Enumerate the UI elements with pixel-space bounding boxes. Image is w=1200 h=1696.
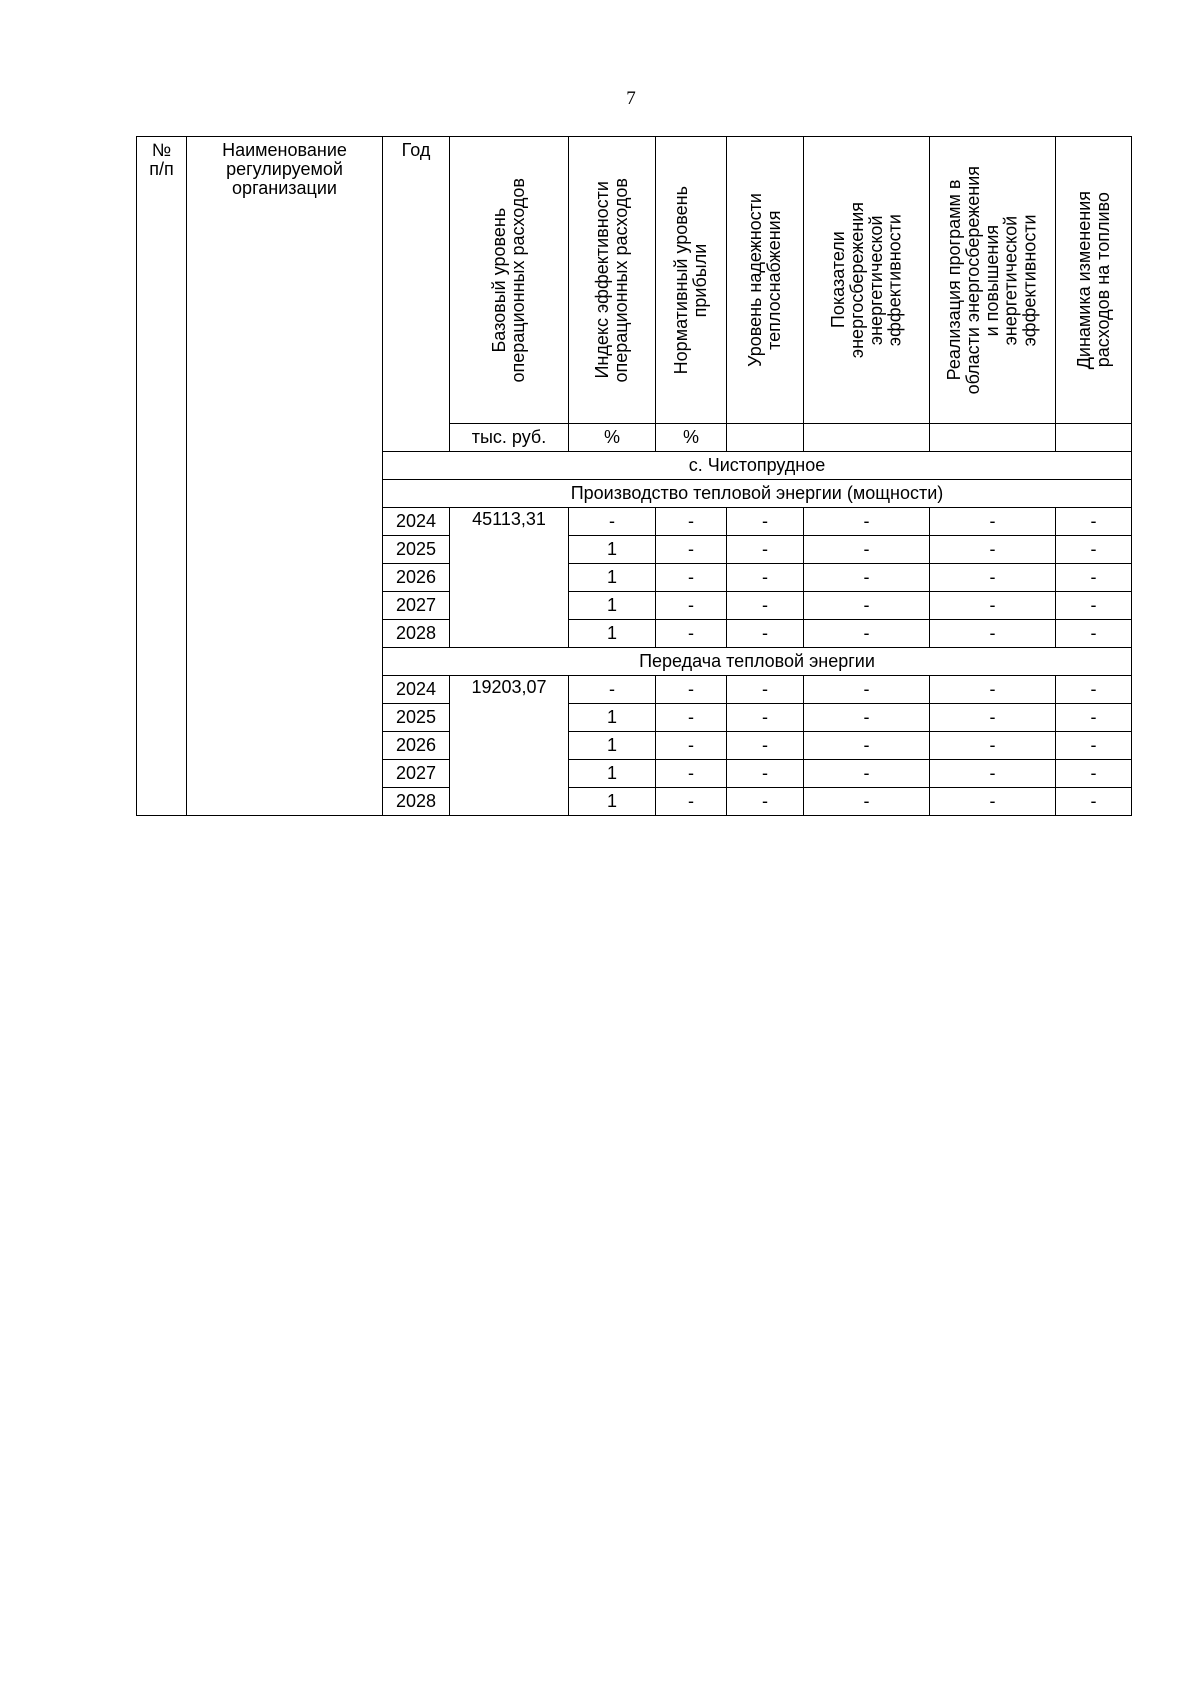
fuel-label: Динамика изменения расходов на топливо bbox=[1073, 190, 1113, 370]
base-label: Базовый уровень операционных расходов bbox=[489, 177, 528, 383]
profit-cell: - bbox=[656, 732, 727, 760]
profit-cell: - bbox=[656, 564, 727, 592]
programs-cell: - bbox=[930, 536, 1056, 564]
year-cell: 2024 bbox=[383, 508, 450, 536]
col-header-profit bbox=[656, 137, 727, 424]
index-cell: 1 bbox=[569, 592, 656, 620]
index-cell: 1 bbox=[569, 788, 656, 816]
profit-cell: - bbox=[656, 620, 727, 648]
reliability-cell: - bbox=[727, 788, 804, 816]
profit-cell: - bbox=[656, 788, 727, 816]
reliability-cell: - bbox=[727, 760, 804, 788]
section-title: Передача тепловой энергии bbox=[383, 648, 1132, 676]
fuel-cell: - bbox=[1056, 676, 1132, 704]
profit-cell: - bbox=[656, 536, 727, 564]
programs-label: Реализация программ в области энергосбережения и повышения энергетической эффективности bbox=[944, 165, 1040, 395]
programs-cell: - bbox=[930, 592, 1056, 620]
profit-cell: - bbox=[656, 760, 727, 788]
col-header-base bbox=[450, 137, 569, 424]
year-cell: 2024 bbox=[383, 676, 450, 704]
unit-profit: % bbox=[656, 424, 727, 452]
col-header-energy bbox=[804, 137, 930, 424]
fuel-cell: - bbox=[1056, 536, 1132, 564]
index-cell: 1 bbox=[569, 620, 656, 648]
page-number: 7 bbox=[626, 88, 636, 109]
base-value-cell: 45113,31 bbox=[450, 508, 569, 648]
programs-cell: - bbox=[930, 732, 1056, 760]
programs-cell: - bbox=[930, 676, 1056, 704]
year-cell: 2027 bbox=[383, 760, 450, 788]
profit-cell: - bbox=[656, 592, 727, 620]
unit-reliability bbox=[727, 424, 804, 452]
year-cell: 2026 bbox=[383, 732, 450, 760]
reliability-cell: - bbox=[727, 732, 804, 760]
reliability-cell: - bbox=[727, 536, 804, 564]
energy-cell: - bbox=[804, 732, 930, 760]
energy-cell: - bbox=[804, 704, 930, 732]
col-header-org bbox=[187, 137, 383, 816]
programs-cell: - bbox=[930, 564, 1056, 592]
year-cell: 2026 bbox=[383, 564, 450, 592]
fuel-cell: - bbox=[1056, 592, 1132, 620]
header-row bbox=[137, 137, 1132, 424]
reliability-cell: - bbox=[727, 592, 804, 620]
fuel-cell: - bbox=[1056, 704, 1132, 732]
fuel-cell: - bbox=[1056, 508, 1132, 536]
col-header-fuel bbox=[1056, 137, 1132, 424]
programs-cell: - bbox=[930, 704, 1056, 732]
col-header-programs bbox=[930, 137, 1056, 424]
programs-cell: - bbox=[930, 760, 1056, 788]
col-header-reliability bbox=[727, 137, 804, 424]
year-cell: 2028 bbox=[383, 620, 450, 648]
profit-cell: - bbox=[656, 676, 727, 704]
programs-cell: - bbox=[930, 788, 1056, 816]
energy-cell: - bbox=[804, 620, 930, 648]
year-label: Год bbox=[401, 140, 431, 160]
index-cell: 1 bbox=[569, 732, 656, 760]
index-cell: 1 bbox=[569, 704, 656, 732]
programs-cell: - bbox=[930, 508, 1056, 536]
base-value-cell: 19203,07 bbox=[450, 676, 569, 816]
unit-index: % bbox=[569, 424, 656, 452]
unit-fuel bbox=[1056, 424, 1132, 452]
reliability-label: Уровень надежности теплоснабжения bbox=[745, 193, 784, 367]
programs-cell: - bbox=[930, 620, 1056, 648]
energy-label: Показатели энергосбережения энергетической эффективности bbox=[827, 201, 905, 359]
year-cell: 2025 bbox=[383, 704, 450, 732]
reliability-cell: - bbox=[727, 564, 804, 592]
fuel-cell: - bbox=[1056, 788, 1132, 816]
year-cell: 2027 bbox=[383, 592, 450, 620]
regulation-table bbox=[136, 136, 1132, 816]
year-cell: 2025 bbox=[383, 536, 450, 564]
index-cell: 1 bbox=[569, 536, 656, 564]
locality-title: с. Чистопрудное bbox=[383, 452, 1132, 480]
index-cell: 1 bbox=[569, 760, 656, 788]
profit-label: Нормативный уровень прибыли bbox=[671, 185, 710, 375]
index-cell: - bbox=[569, 676, 656, 704]
index-cell: 1 bbox=[569, 564, 656, 592]
index-cell: - bbox=[569, 508, 656, 536]
energy-cell: - bbox=[804, 676, 930, 704]
energy-cell: - bbox=[804, 788, 930, 816]
fuel-cell: - bbox=[1056, 732, 1132, 760]
unit-base: тыс. руб. bbox=[450, 424, 569, 452]
index-label: Индекс эффективности операционных расходов bbox=[592, 177, 631, 383]
reliability-cell: - bbox=[727, 704, 804, 732]
col-header-index bbox=[569, 137, 656, 424]
unit-energy bbox=[804, 424, 930, 452]
fuel-cell: - bbox=[1056, 564, 1132, 592]
reliability-cell: - bbox=[727, 620, 804, 648]
energy-cell: - bbox=[804, 564, 930, 592]
profit-cell: - bbox=[656, 508, 727, 536]
section-title: Производство тепловой энергии (мощности) bbox=[383, 480, 1132, 508]
fuel-cell: - bbox=[1056, 760, 1132, 788]
col-header-year bbox=[383, 137, 450, 452]
col-header-num bbox=[137, 137, 187, 816]
energy-cell: - bbox=[804, 592, 930, 620]
org-label: Наименование регулируемой организации bbox=[222, 140, 347, 198]
energy-cell: - bbox=[804, 760, 930, 788]
num-label: № п/п bbox=[149, 140, 174, 179]
reliability-cell: - bbox=[727, 676, 804, 704]
reliability-cell: - bbox=[727, 508, 804, 536]
energy-cell: - bbox=[804, 508, 930, 536]
unit-programs bbox=[930, 424, 1056, 452]
profit-cell: - bbox=[656, 704, 727, 732]
energy-cell: - bbox=[804, 536, 930, 564]
year-cell: 2028 bbox=[383, 788, 450, 816]
fuel-cell: - bbox=[1056, 620, 1132, 648]
